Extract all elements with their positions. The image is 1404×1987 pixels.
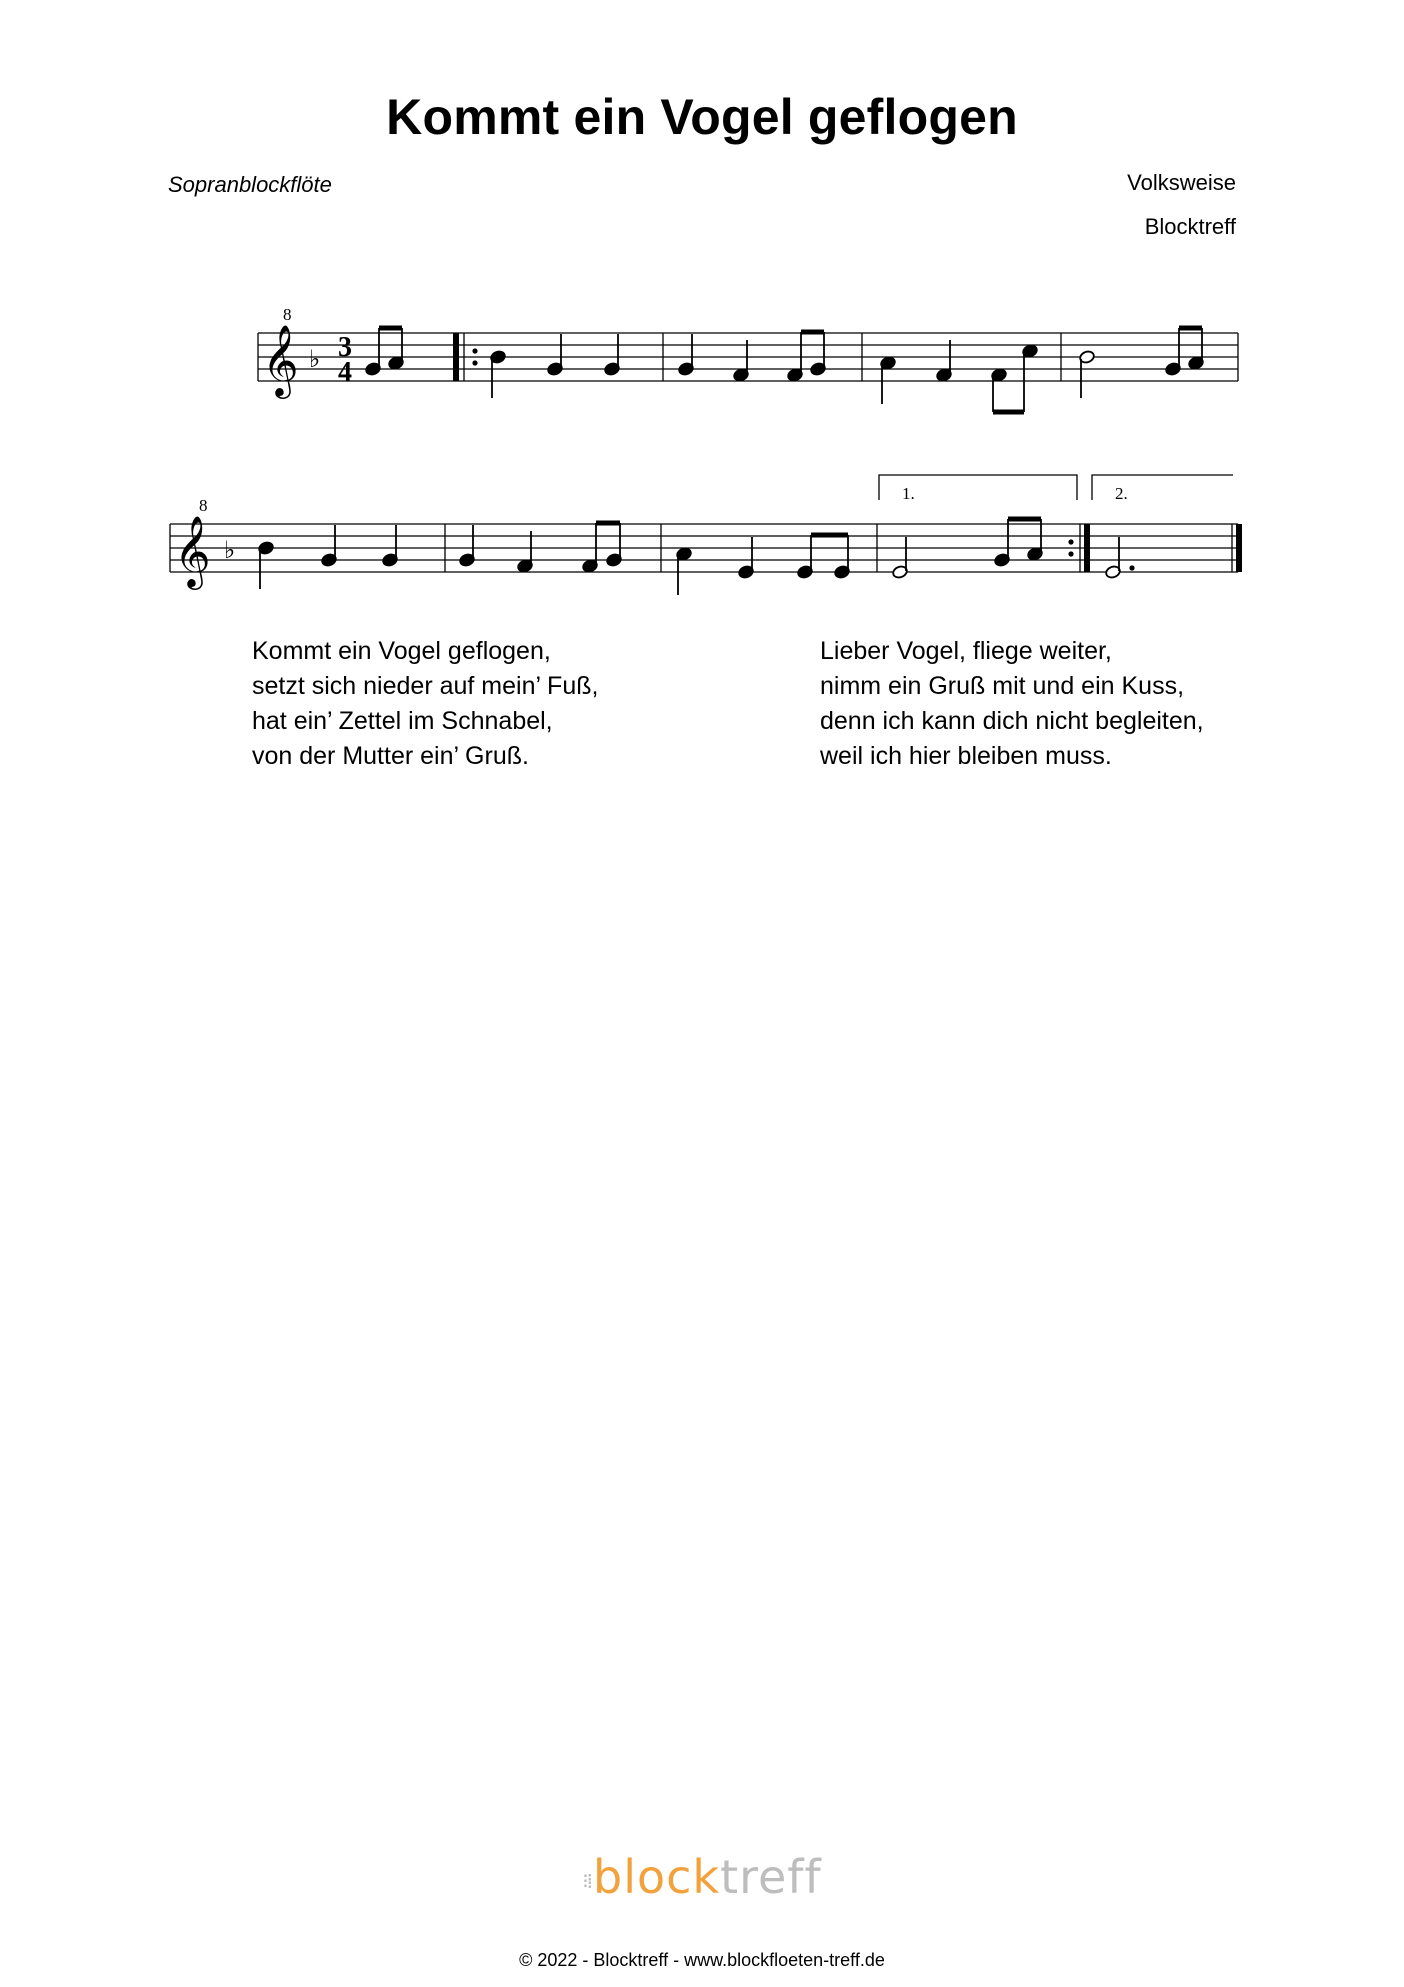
notes-system-1 (365, 328, 1205, 412)
verse-1-line: Kommt ein Vogel geflogen, (252, 637, 551, 665)
flat-key-icon: ♭ (309, 345, 321, 373)
arranger-label: Blocktreff (1144, 214, 1236, 239)
treble-clef-icon: 𝄞 (262, 323, 299, 396)
dots-icon: ⁝⁞ (582, 1868, 591, 1893)
verse-2-line: weil ich hier bleiben muss. (820, 742, 1112, 770)
composer-label: Volksweise (1127, 170, 1236, 195)
logo-part-block: block (593, 1850, 721, 1904)
time-signature-numerator: 3 (338, 332, 352, 363)
verse-1 (252, 634, 598, 774)
verse-2-line: nimm ein Gruß mit und ein Kuss, (820, 672, 1185, 700)
instrument-label: Sopranblockflöte (168, 172, 332, 197)
staff-system-1-signs (262, 305, 478, 399)
volta-2-label: 2. (1115, 484, 1128, 503)
verse-1-line: von der Mutter ein’ Gruß. (252, 742, 529, 770)
sheet-music-score (0, 0, 1404, 640)
flat-key-icon-2: ♭ (224, 536, 236, 564)
clef-octave-mark-2: 8 (199, 496, 208, 515)
logo-part-treff: treff (720, 1850, 822, 1904)
verse-2-line: Lieber Vogel, fliege weiter, (820, 637, 1112, 665)
time-signature-denominator: 4 (338, 357, 352, 388)
verse-2 (820, 634, 1204, 774)
verse-1-line: hat ein’ Zettel im Schnabel, (252, 707, 553, 735)
treble-clef-icon-2: 𝄞 (174, 514, 211, 587)
clef-octave-mark: 8 (283, 305, 292, 324)
verse-1-line: setzt sich nieder auf mein’ Fuß, (252, 672, 599, 700)
volta-1-label: 1. (902, 484, 915, 503)
footer-copyright: © 2022 - Blocktreff - www.blockfloeten-treff.de (519, 1950, 885, 1970)
notes-system-2 (258, 519, 1135, 595)
staff-system-2-signs (174, 484, 1128, 590)
page-title: Kommt ein Vogel geflogen (386, 89, 1018, 145)
blocktreff-logo (0, 1850, 1404, 1904)
verse-2-line: denn ich kann dich nicht begleiten, (820, 707, 1204, 735)
